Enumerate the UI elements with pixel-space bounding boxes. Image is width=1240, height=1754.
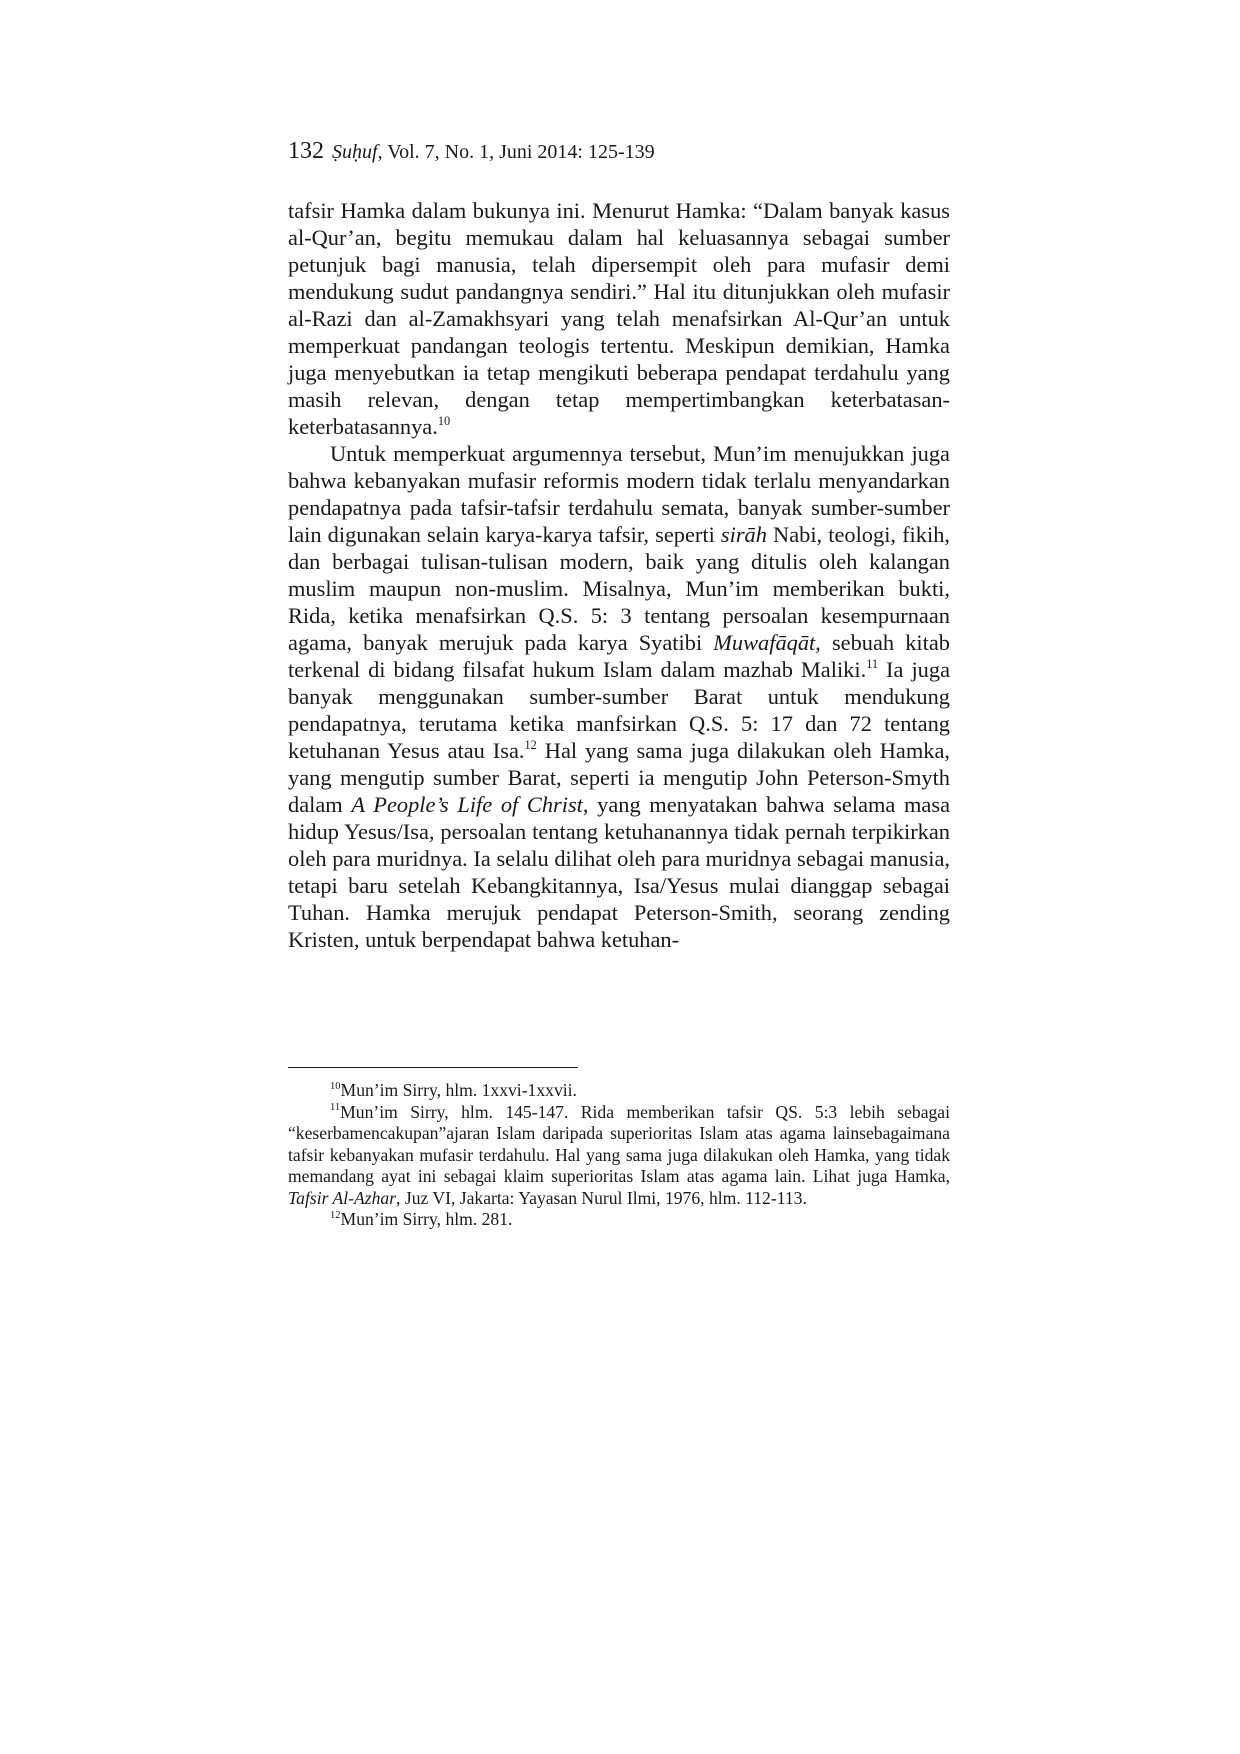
term-sirah: sirāh bbox=[720, 522, 767, 547]
paragraph-2-text-b: Nabi, teologi, fikih, dan berbagai tulisan-tulisan modern, baik yang ditulis oleh kalangan muslim maupun non-muslim. Misalnya, Mun’im memberikan bukti, Rida, ketika menafsirkan Q.S. 5: 3 tentang persoalan kesempurnaan agama, banyak merujuk pada karya Syatibi bbox=[288, 522, 950, 655]
book-title: A People’s Life of Christ bbox=[351, 792, 583, 817]
footnote-11-title: Tafsir Al-Azhar bbox=[288, 1187, 397, 1208]
footnote-mark-12: 12 bbox=[330, 1209, 341, 1221]
paragraph-2-text-c: , sebuah kitab terkenal di bidang filsafat hukum Islam dalam mazhab Maliki. bbox=[288, 630, 950, 682]
paragraph-1 bbox=[288, 197, 950, 440]
paragraph-2-text-d: Ia juga banyak menggunakan sumber-sumber Barat untuk mendukung pendapatnya, terutama ketika manfsirkan Q.S. 5: 17 dan 72 tentang ketuhanan Yesus atau Isa. bbox=[288, 657, 951, 763]
footnote-11 bbox=[288, 1102, 950, 1210]
footnote-11-text-b: , Juz VI, Jakarta: Yayasan Nurul Ilmi, 1976, hlm. 112-113. bbox=[396, 1187, 807, 1208]
footnote-11-text-a: Mun’im Sirry, hlm. 145-147. Rida memberikan tafsir QS. 5:3 lebih sebagai “keserbamencakupan”ajaran Islam daripada superioritas Islam atas agama lainsebagaimana tafsir kebanyakan mufasir terdahulu. Hal yang sama juga dilakukan oleh Hamka, yang tidak memandang ayat ini sebagai klaim superioritas Islam atas agama lain. Lihat juga Hamka, bbox=[288, 1101, 950, 1186]
paragraph-2-text-e: Hal yang sama juga dilakukan oleh Hamka, yang mengutip sumber Barat, seperti ia mengutip John Peterson-Smyth dalam bbox=[288, 738, 950, 817]
paragraph-2-text-a: Untuk memperkuat argumennya tersebut, Mun’im menujukkan juga bahwa kebanyakan mufasir reformis modern tidak terlalu menyandarkan pendapatnya pada tafsir-tafsir terdahulu semata, banyak sumber-sumber lain digunakan selain karya-karya tafsir, seperti bbox=[288, 441, 950, 547]
footnotes bbox=[288, 1080, 950, 1231]
footnote-12-text: Mun’im Sirry, hlm. 281. bbox=[340, 1209, 513, 1229]
footnote-10-text: Mun’im Sirry, hlm. 1xxvi-1xxvii. bbox=[340, 1080, 577, 1100]
page-number: 132 bbox=[288, 138, 324, 164]
footnote-10 bbox=[288, 1080, 950, 1102]
journal-name: Ṣuḥuf bbox=[332, 141, 378, 163]
term-muwafaqat: Muwafāqāt bbox=[713, 630, 816, 655]
footnote-ref-12[interactable]: 12 bbox=[524, 737, 537, 752]
running-header bbox=[288, 138, 655, 165]
paragraph-2-text-f: , yang menyatakan bahwa selama masa hidup Yesus/Isa, persoalan tentang ketuhanannya tidak pernah terpikirkan oleh para muridnya. Ia selalu dilihat oleh para muridnya sebagai manusia, tetapi baru setelah Kebangkitannya, Isa/Yesus mulai dianggap sebagai Tuhan. Hamka merujuk pendapat Peterson-Smith, seorang zending Kristen, untuk berpendapat bahwa ketuhan- bbox=[288, 792, 951, 952]
footnote-ref-10[interactable]: 10 bbox=[437, 413, 451, 428]
main-text bbox=[288, 197, 950, 953]
journal-citation: , Vol. 7, No. 1, Juni 2014: 125-139 bbox=[377, 141, 655, 163]
paragraph-2 bbox=[288, 440, 950, 953]
footnote-separator bbox=[288, 1067, 578, 1068]
footnote-mark-10: 10 bbox=[330, 1080, 341, 1092]
paragraph-1-text: tafsir Hamka dalam bukunya ini. Menurut Hamka: “Dalam banyak kasus al-Qur’an, begitu memukau dalam hal keluasannya sebagai sumber petunjuk bagi manusia, telah dipersempit oleh para mufasir demi mendukung sudut pandangnya sendiri.” Hal itu ditunjukkan oleh mufasir al-Razi dan al-Zamakhsyari yang telah menafsirkan Al-Qur’an untuk memperkuat pandangan teologis tertentu. Meskipun demikian, Hamka juga menyebutkan ia tetap mengikuti beberapa pendapat terdahulu yang masih relevan, dengan tetap mempertimbangkan keterbatasan-keterbatasannya. bbox=[288, 198, 950, 439]
footnote-12 bbox=[288, 1209, 950, 1231]
footnote-ref-11[interactable]: 11 bbox=[866, 656, 879, 671]
footnote-mark-11: 11 bbox=[330, 1102, 341, 1114]
